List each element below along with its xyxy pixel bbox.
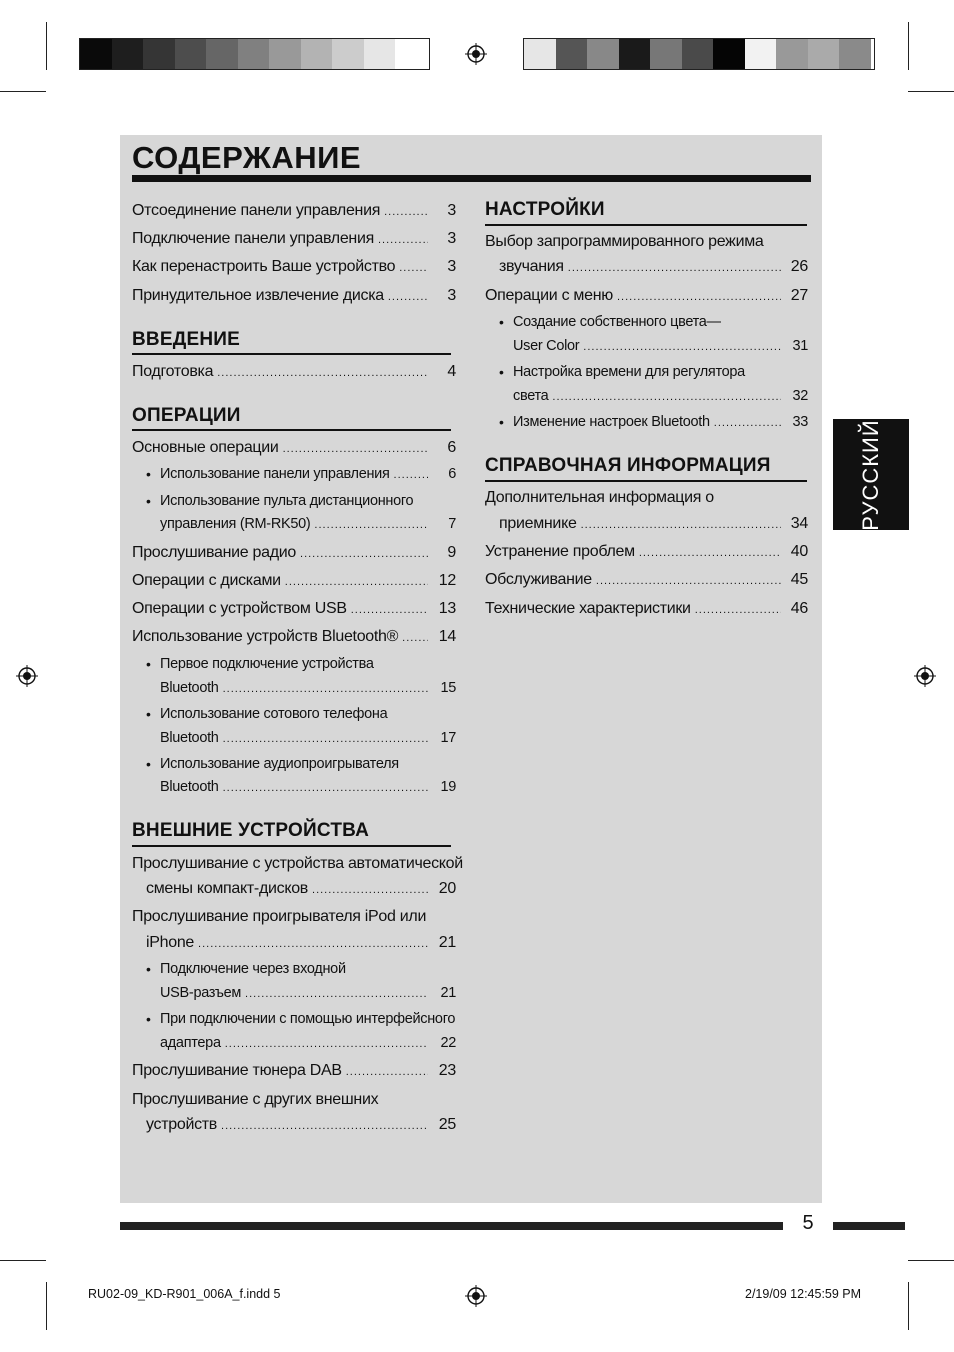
section-rule (485, 480, 807, 482)
toc-subentry-line1[interactable]: Использование аудиопроигрывателя (160, 756, 399, 772)
toc-page: 6 (447, 439, 456, 456)
toc-entry[interactable] (146, 934, 432, 952)
toc-subentry-line1[interactable]: Использование пульта дистанционного (160, 493, 414, 509)
toc-label: Принудительное извлечение диска (132, 287, 384, 304)
toc-entry[interactable] (499, 515, 785, 533)
toc-entry-line1[interactable]: Прослушивание проигрывателя iPod или (132, 908, 427, 925)
registration-mark-icon (914, 665, 936, 687)
toc-label: управления (RM-RK50) (160, 516, 311, 532)
toc-subentry[interactable] (160, 985, 432, 1001)
toc-subentry-line1[interactable]: Настройка времени для регулятора (513, 364, 745, 380)
toc-page: 9 (447, 544, 456, 561)
toc-page: 21 (440, 985, 456, 1001)
toc-label: Bluetooth (160, 779, 219, 795)
toc-page: 12 (438, 572, 456, 589)
toc-page: 46 (790, 600, 808, 617)
bullet-icon: • (146, 706, 151, 722)
toc-subentry-line1[interactable]: Создание собственного цвета— (513, 314, 721, 330)
toc-subentry-line1[interactable]: Подключение через входной (160, 961, 346, 977)
page-title: СОДЕРЖАНИЕ (132, 140, 362, 175)
toc-label: Отсоединение панели управления (132, 202, 381, 219)
toc-entry[interactable] (132, 202, 432, 220)
crop-mark (0, 91, 46, 92)
bullet-icon: • (146, 961, 151, 977)
toc-page: 3 (447, 202, 456, 219)
section-heading-vvedenie: ВВЕДЕНИЕ (132, 329, 240, 350)
bullet-icon: • (146, 466, 151, 482)
section-heading-external: ВНЕШНИЕ УСТРОЙСТВА (132, 820, 370, 841)
toc-entry[interactable] (132, 363, 432, 381)
toc-label: User Color (513, 338, 580, 354)
toc-subentry[interactable] (160, 680, 432, 696)
crop-mark (46, 22, 47, 70)
toc-label: устройств (146, 1116, 218, 1133)
toc-label: Прослушивание тюнера DAB (132, 1062, 342, 1079)
toc-entry[interactable] (485, 571, 785, 589)
toc-entry[interactable] (132, 230, 432, 248)
toc-label: приемнике (499, 515, 577, 532)
toc-subentry-line1[interactable]: Первое подключение устройства (160, 656, 374, 672)
toc-label: USB-разъем (160, 985, 242, 1001)
section-rule (485, 224, 807, 226)
toc-label: звучания (499, 258, 564, 275)
grayscale-swatch-bar (79, 38, 430, 70)
toc-page: 33 (792, 414, 808, 430)
registration-mark-icon (465, 1285, 487, 1307)
toc-label: Использование устройств Bluetooth® (132, 628, 399, 645)
crop-mark (908, 22, 909, 70)
bottom-rule (833, 1222, 905, 1230)
toc-subentry[interactable] (513, 414, 785, 430)
toc-label: Прослушивание радио (132, 544, 297, 561)
toc-label: Обслуживание (485, 571, 592, 588)
toc-subentry[interactable] (513, 338, 785, 354)
toc-page: 26 (790, 258, 808, 275)
bullet-icon: • (499, 364, 504, 380)
toc-label: Технические характеристики (485, 600, 691, 617)
section-heading-operacii: ОПЕРАЦИИ (132, 405, 241, 426)
crop-mark (46, 1282, 47, 1330)
bullet-icon: • (146, 656, 151, 672)
toc-label: Подготовка (132, 363, 214, 380)
toc-page: 14 (438, 628, 456, 645)
toc-entry[interactable] (132, 544, 432, 562)
toc-subentry[interactable] (160, 1035, 432, 1051)
toc-page: 17 (440, 730, 456, 746)
bullet-icon: • (499, 314, 504, 330)
toc-label: Подключение панели управления (132, 230, 374, 247)
toc-page: 3 (447, 287, 456, 304)
toc-entry[interactable] (485, 600, 785, 618)
toc-page: 22 (440, 1035, 456, 1051)
toc-subentry[interactable] (513, 388, 785, 404)
toc-page: 20 (438, 880, 456, 897)
section-rule (132, 429, 451, 431)
bullet-icon: • (499, 414, 504, 430)
bullet-icon: • (146, 493, 151, 509)
toc-page: 7 (448, 516, 456, 532)
toc-subentry-line1[interactable]: При подключении с помощью интерфейсного (160, 1011, 456, 1027)
toc-page: 25 (438, 1116, 456, 1133)
toc-entry[interactable] (132, 628, 432, 646)
toc-subentry[interactable] (160, 516, 432, 532)
toc-entry[interactable] (132, 600, 432, 618)
toc-label: Использование панели управления (160, 466, 390, 482)
registration-mark-icon (16, 665, 38, 687)
toc-entry[interactable] (132, 287, 432, 305)
toc-subentry[interactable] (160, 779, 432, 795)
toc-page: 45 (790, 571, 808, 588)
toc-label: Операции с устройством USB (132, 600, 347, 617)
toc-entry[interactable] (499, 258, 785, 276)
section-heading-reference: СПРАВОЧНАЯ ИНФОРМАЦИЯ (485, 455, 771, 476)
toc-entry[interactable] (146, 1116, 432, 1134)
toc-entry[interactable] (485, 543, 785, 561)
toc-page: 31 (792, 338, 808, 354)
toc-label: адаптера (160, 1035, 221, 1051)
title-rule (132, 175, 811, 182)
toc-label: Изменение настроек Bluetooth (513, 414, 710, 430)
toc-page: 32 (792, 388, 808, 404)
footer-file: RU02-09_KD-R901_006A_f.indd 5 (88, 1287, 281, 1301)
toc-entry[interactable] (132, 572, 432, 590)
toc-label: Операции с дисками (132, 572, 281, 589)
section-rule (132, 353, 451, 355)
page-number: 5 (802, 1212, 814, 1234)
toc-label: смены компакт-дисков (146, 880, 309, 897)
toc-entry[interactable] (132, 439, 432, 457)
toc-label: Операции с меню (485, 287, 613, 304)
toc-subentry-line1[interactable]: Использование сотового телефона (160, 706, 388, 722)
toc-page: 19 (440, 779, 456, 795)
toc-page: 13 (438, 600, 456, 617)
footer-timestamp: 2/19/09 12:45:59 PM (745, 1287, 862, 1301)
toc-page: 4 (447, 363, 456, 380)
toc-page: 3 (447, 230, 456, 247)
toc-label: Bluetooth (160, 730, 219, 746)
toc-subentry[interactable] (160, 730, 432, 746)
toc-label: Как перенастроить Ваше устройство (132, 258, 396, 275)
section-rule (132, 845, 451, 847)
toc-page: 23 (438, 1062, 456, 1079)
toc-entry-line1[interactable]: Прослушивание с других внешних (132, 1091, 379, 1108)
grayscale-swatch-bar-2 (523, 38, 875, 70)
toc-entry-line1[interactable]: Прослушивание с устройства автоматической (132, 855, 463, 872)
toc-entry[interactable] (132, 1062, 432, 1080)
toc-page: 27 (790, 287, 808, 304)
toc-entry-line1[interactable]: Выбор запрограммированного режима (485, 233, 764, 250)
toc-page: 6 (448, 466, 456, 482)
toc-label: iPhone (146, 934, 195, 951)
toc-label: Устранение проблем (485, 543, 635, 560)
toc-page: 40 (790, 543, 808, 560)
registration-mark-icon (465, 43, 487, 65)
toc-entry[interactable] (146, 880, 432, 898)
language-tab (833, 419, 909, 530)
toc-entry[interactable] (132, 258, 432, 276)
toc-page: 34 (790, 515, 808, 532)
crop-mark (908, 91, 954, 92)
crop-mark (0, 1260, 46, 1261)
toc-label: света (513, 388, 549, 404)
toc-label: Bluetooth (160, 680, 219, 696)
bullet-icon: • (146, 756, 151, 772)
toc-entry-line1[interactable]: Дополнительная информация о (485, 489, 714, 506)
crop-mark (908, 1282, 909, 1330)
crop-mark (908, 1260, 954, 1261)
toc-entry[interactable] (485, 287, 785, 305)
bottom-rule (120, 1222, 783, 1230)
toc-subentry[interactable] (160, 466, 432, 482)
toc-page: 3 (447, 258, 456, 275)
toc-page: 15 (440, 680, 456, 696)
toc-page: 21 (438, 934, 456, 951)
bullet-icon: • (146, 1011, 151, 1027)
toc-label: Основные операции (132, 439, 279, 456)
language-tab-label: РУССКИЙ (858, 418, 883, 531)
section-heading-settings: НАСТРОЙКИ (485, 199, 605, 220)
